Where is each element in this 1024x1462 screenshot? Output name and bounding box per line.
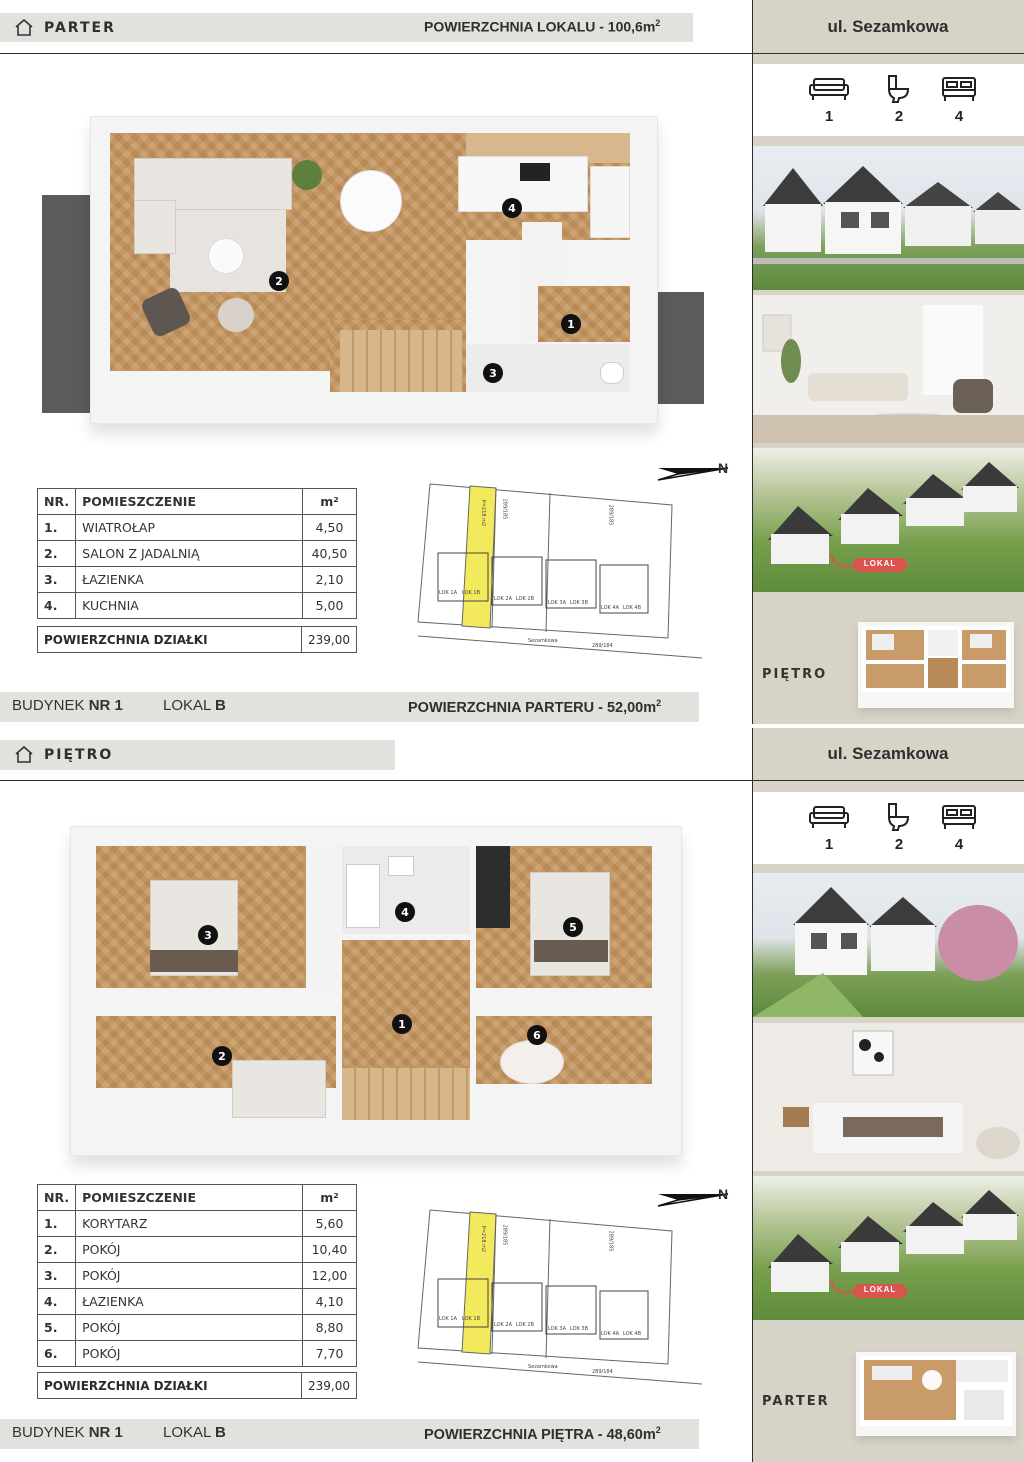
room-number: 3: [198, 925, 218, 945]
room-number: 3: [483, 363, 503, 383]
hall-floor: [342, 940, 470, 1070]
room-number: 4: [502, 198, 522, 218]
plot-area-ground: [37, 626, 357, 653]
parcel-label: 289/184: [592, 643, 613, 649]
col-nr: NR.: [38, 1185, 76, 1211]
street-label: Sezamkowa: [528, 1364, 558, 1370]
lot-label: LOK 4B: [623, 605, 642, 611]
cooktop: [520, 163, 550, 181]
room-number: 5: [563, 917, 583, 937]
bathtub: [346, 864, 380, 928]
lokal-tag: LOKAL: [863, 1285, 897, 1294]
table-row: 3. ŁAZIENKA 2,10: [38, 567, 357, 593]
table-row: 4. ŁAZIENKA 4,10: [38, 1289, 357, 1315]
lot-label: LOK 3B: [570, 1326, 589, 1332]
unit-label: LOKAL B: [163, 697, 226, 714]
wc-unit: [600, 362, 624, 384]
preview-label-upper: PIĘTRO: [762, 667, 828, 682]
coffee-table: [208, 238, 244, 274]
lot-label: LOK 2B: [516, 596, 535, 602]
divider-horizontal-bottom: [0, 780, 1024, 781]
unit-area: POWIERZCHNIA LOKALU - $100,6m^2$: [424, 18, 661, 35]
lot-label: LOK 2A: [494, 1322, 513, 1328]
home-icon: [14, 745, 34, 765]
table-row: 1. KORYTARZ 5,60: [38, 1211, 357, 1237]
table-row: 3. POKÓJ 12,00: [38, 1263, 357, 1289]
bed-count: 4: [954, 836, 964, 853]
room-6-floor: [476, 1016, 652, 1084]
room-number: 2: [269, 271, 289, 291]
wardrobe-wall: [306, 846, 340, 988]
plot-area-upper: [37, 1372, 357, 1399]
col-room: POMIESZCZENIE: [76, 489, 303, 515]
vestibule-floor: [538, 286, 630, 342]
preview-plan-ground[interactable]: [856, 1352, 1016, 1436]
lot-label: LOK 4B: [623, 1331, 642, 1337]
parcel-label: 289/185: [501, 1224, 508, 1246]
bed-3-blanket: [150, 950, 238, 972]
photo-aerial: [753, 1176, 1024, 1320]
photo-aerial: [753, 448, 1024, 592]
bed-icon: [941, 76, 977, 107]
site-map-upper: [410, 1176, 730, 1391]
north-label: N: [718, 1186, 729, 1202]
lot-label: LOK 2B: [516, 1322, 535, 1328]
table-row: 2. POKÓJ 10,40: [38, 1237, 357, 1263]
photo-living-room: [753, 295, 1024, 443]
lot-label: LOK 3A: [548, 600, 567, 606]
sofa-count: 1: [824, 108, 834, 125]
table-row: 5. POKÓJ 8,80: [38, 1315, 357, 1341]
photo-bedroom: [753, 1023, 1024, 1171]
floor-area: POWIERZCHNIA PIĘTRA - $48,60m^2$: [424, 1425, 661, 1443]
dining-table: [340, 170, 402, 232]
sofa-chaise: [134, 200, 176, 254]
bed-icon: [941, 804, 977, 835]
toilet-icon: [886, 74, 912, 109]
bed-count: 4: [954, 108, 964, 125]
plot-area-label: POWIERZCHNIA DZIAŁKI: [38, 1373, 302, 1398]
strip-label: P=218 m2: [480, 499, 487, 527]
rooms-table-ground: [37, 488, 357, 619]
floor-area: POWIERZCHNIA PARTERU - $52,00m^2$: [408, 698, 662, 716]
preview-label-ground: PARTER: [762, 1394, 830, 1409]
building-label: BUDYNEK NR 1: [12, 1424, 123, 1441]
plot-area-value: 239,00: [308, 632, 350, 647]
table-row: 4. KUCHNIA 5,00: [38, 593, 357, 619]
plant: [292, 160, 322, 190]
wardrobe-dark: [476, 846, 510, 928]
building-label: BUDYNEK NR 1: [12, 697, 123, 714]
stairs: [340, 330, 462, 392]
col-room: POMIESZCZENIE: [76, 1185, 303, 1211]
photo-exterior: [753, 146, 1024, 290]
lot-label: LOK 3A: [548, 1326, 567, 1332]
lot-label: LOK 1B: [462, 590, 481, 596]
lot-label: LOK 1A: [439, 590, 458, 596]
preview-plan-upper[interactable]: [858, 622, 1014, 708]
round-rug: [500, 1040, 564, 1084]
unit-label: LOKAL B: [163, 1424, 226, 1441]
col-m2: m²: [303, 489, 357, 515]
rooms-table-upper: [37, 1184, 357, 1367]
pouf: [218, 298, 254, 332]
toilet-count: 2: [894, 108, 904, 125]
street-name: ul. Sezamkowa: [827, 17, 949, 36]
sofa-icon: [808, 76, 850, 107]
home-icon: [14, 18, 34, 38]
lokal-tag: LOKAL: [863, 559, 897, 568]
daybed: [232, 1060, 326, 1118]
room-number: 1: [561, 314, 581, 334]
site-map-ground: [410, 450, 730, 665]
lot-label: LOK 1A: [439, 1316, 458, 1322]
amenities-box: [753, 64, 1024, 136]
parcel-label: 289/185: [607, 1230, 614, 1252]
floor-title: PIĘTRO: [44, 747, 114, 763]
room-number: 1: [392, 1014, 412, 1034]
table-row: 2. SALON Z JADALNIĄ 40,50: [38, 541, 357, 567]
strip-label: P=218 m2: [480, 1225, 487, 1253]
terrace-right: [656, 292, 704, 404]
plot-area-value: 239,00: [308, 1378, 350, 1393]
floor-title: PARTER: [44, 20, 116, 36]
north-label: N: [718, 460, 729, 476]
lot-label: LOK 4A: [601, 1331, 620, 1337]
toilet-icon: [886, 802, 912, 837]
amenities-box: [753, 792, 1024, 864]
street-label: Sezamkowa: [528, 638, 558, 644]
table-row: 1. WIATROŁAP 4,50: [38, 515, 357, 541]
sofa-icon: [808, 804, 850, 835]
parcel-label: 289/185: [607, 504, 614, 526]
parcel-label: 289/185: [501, 498, 508, 520]
col-m2: m²: [303, 1185, 357, 1211]
fridge-column: [590, 166, 630, 238]
bed-5-blanket: [534, 940, 608, 962]
parcel-label: 289/184: [592, 1369, 613, 1375]
col-nr: NR.: [38, 489, 76, 515]
room-number: 6: [527, 1025, 547, 1045]
lot-label: LOK 4A: [601, 605, 620, 611]
divider-horizontal-top: [0, 53, 1024, 54]
room-number: 4: [395, 902, 415, 922]
plot-area-label: POWIERZCHNIA DZIAŁKI: [38, 627, 302, 652]
stairs: [342, 1068, 470, 1120]
photo-exterior-garden: [753, 873, 1024, 1017]
street-name: ul. Sezamkowa: [827, 744, 949, 763]
room-number: 2: [212, 1046, 232, 1066]
lot-label: LOK 3B: [570, 600, 589, 606]
lot-label: LOK 1B: [462, 1316, 481, 1322]
lot-label: LOK 2A: [494, 596, 513, 602]
sink: [388, 856, 414, 876]
sofa-count: 1: [824, 836, 834, 853]
table-row: 6. POKÓJ 7,70: [38, 1341, 357, 1367]
toilet-count: 2: [894, 836, 904, 853]
